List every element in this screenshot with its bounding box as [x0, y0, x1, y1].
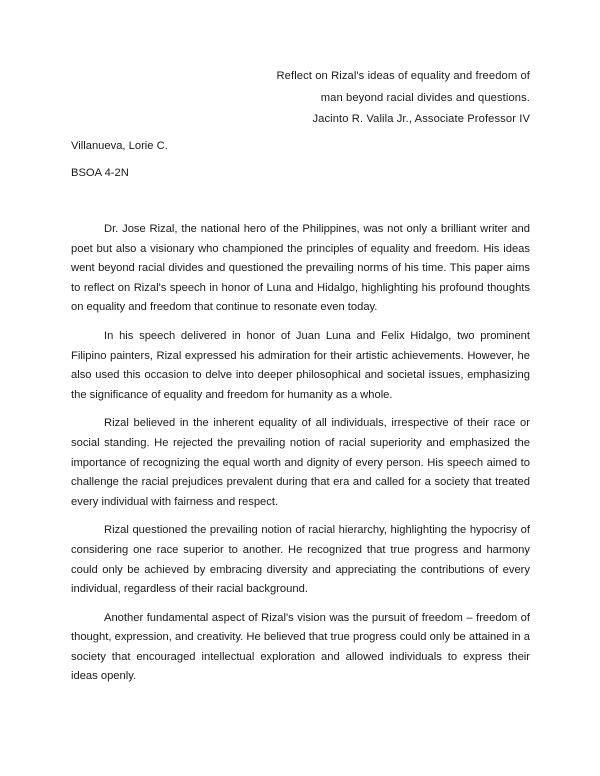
paragraph: Rizal questioned the prevailing notion of racial hierarchy, highlighting the hypocrisy of considering one race superior to another. He recognized that true progress and harmony could only be achieved by embracing diversity and appreciating the contributions of every individual, regardless of their racial background. — [71, 524, 530, 596]
essay-title-line-1: Reflect on Rizal's ideas of equality and freedom of — [276, 70, 530, 82]
student-section: BSOA 4-2N — [71, 167, 129, 179]
essay-title-line-2: man beyond racial divides and questions. — [320, 91, 530, 104]
document-header — [277, 66, 531, 131]
essay-body — [71, 220, 530, 696]
student-name: Villanueva, Lorie C. — [71, 140, 168, 152]
instructor-line: Jacinto R. Valila Jr., Associate Professor IV — [312, 113, 530, 125]
paragraph: In his speech delivered in honor of Juan Luna and Felix Hidalgo, two prominent Filipino painters, Rizal expressed his admiration for their artistic achievements. However, he also used this occasion to delve into deeper philosophical and societal issues, emphasizing the significance of equality and freedom for humanity as a whole. — [71, 329, 530, 401]
paragraph: Another fundamental aspect of Rizal's vision was the pursuit of freedom – freedom of thought, expression, and creativity. He believed that true progress could only be attained in a society that encouraged intellectual exploration and allowed individuals to express their ideas openly. — [71, 611, 530, 683]
paragraph: Dr. Jose Rizal, the national hero of the Philippines, was not only a brilliant writer and poet but also a visionary who championed the principles of equality and freedom. His ideas went beyond racial divides and questioned the prevailing norms of his time. This paper aims to reflect on Rizal's speech in honor of Luna and Hidalgo, highlighting his profound thoughts on equality and freedom that continue to resonate even today. — [71, 223, 530, 314]
paragraph: Rizal believed in the inherent equality of all individuals, irrespective of their race or social standing. He rejected the prevailing notion of racial superiority and emphasized the importance of recognizing the equal worth and dignity of every person. His speech aimed to challenge the racial prejudices prevalent during that era and called for a society that treated every individual with fairness and respect. — [71, 417, 530, 508]
